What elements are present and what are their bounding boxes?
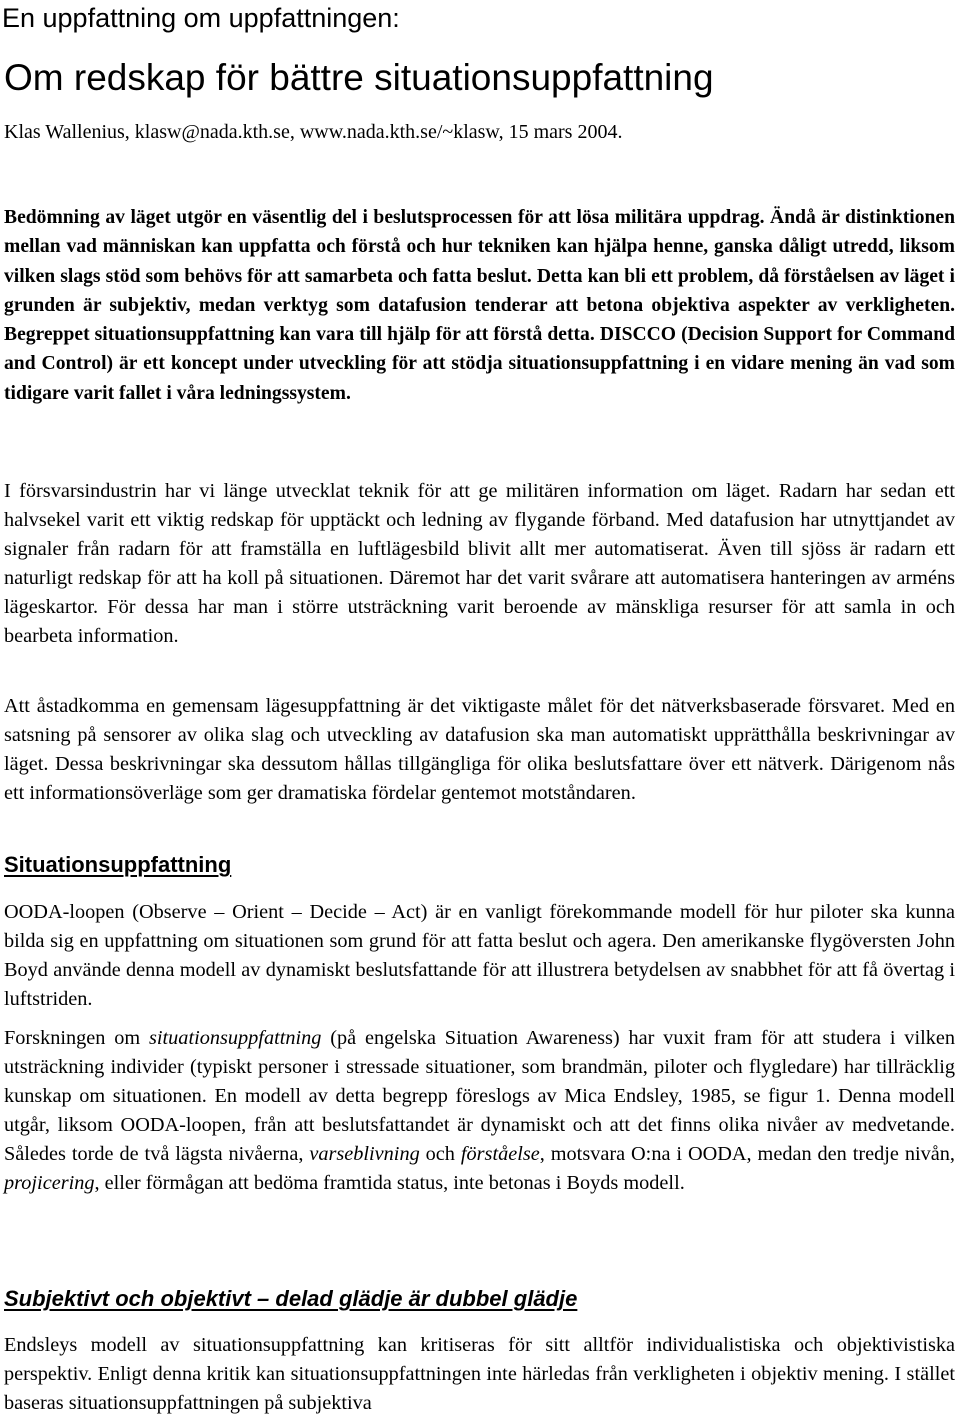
document-pretitle: En uppfattning om uppfattningen: <box>2 3 400 33</box>
abstract-paragraph: Bedömning av läget utgör en väsentlig del i beslutsprocessen för att lösa militära uppdrag. Ändå är distinktionen mellan vad människan kan uppfatta och förstå och hur tekniken kan hjälpa henne, ganska dåligt utredd, liksom vilken slags stöd som behövs för att samarbeta och fatta beslut. Detta kan bli ett problem, då förståelsen av läget i grunden är subjektiv, medan verktyg som datafusion tenderar att betona objektiva aspekter av verkligheten. Begreppet situationsuppfattning kan vara till hjälp för att förstå detta. DISCCO (Decision Support for Command and Control) är ett koncept under utveckling för att stödja situationsuppfattning i en vidare mening än vad som tidigare varit fallet i våra ledningssystem. <box>4 207 955 404</box>
text-run: Forskningen om <box>4 1027 149 1049</box>
section-heading-text: Subjektivt och objektivt – delad glädje är dubbel glädje <box>4 1286 578 1311</box>
document-title: Om redskap för bättre situationsuppfattning <box>4 57 714 98</box>
emphasis-term: projicering <box>4 1172 95 1195</box>
text-run: , eller förmågan att bedöma framtida status, inte betonas i Boyds modell. <box>94 1172 685 1195</box>
emphasis-term: situationsuppfattning <box>149 1027 322 1049</box>
body-paragraph-network-defence: Att åstadkomma en gemensam lägesuppfattning är det viktigaste målet för det nätverksbaserade försvaret. Med en satsning på sensorer av olika slag och utveckling av datafusion ska man automatiskt upprätthålla beskrivningar av läget. Dessa beskrivningar ska dessutom hållas tillgängliga för olika beslutsfattare över ett nätverk. Därigenom nås ett informationsöverläge som ger dramatiska fördelar gentemot motståndaren. <box>4 695 955 805</box>
emphasis-term: förståelse <box>460 1143 540 1166</box>
emphasis-term: varseblivning <box>309 1143 420 1166</box>
section-heading-situationsuppfattning <box>4 851 231 879</box>
author-byline: Klas Wallenius, klasw@nada.kth.se, www.nada.kth.se/~klasw, 15 mars 2004. <box>4 121 623 143</box>
text-run: , motsvara O:na i OODA, medan den tredje nivån, <box>539 1143 955 1166</box>
section-heading-subjective-objective <box>4 1285 577 1313</box>
body-paragraph-ooda: OODA-loopen (Observe – Orient – Decide – Act) är en vanligt förekommande modell för hur piloter ska kunna bilda sig en uppfattning om situationen som grund för att fatta beslut och agera. Den amerikanske flygöversten John Boyd använde denna modell av dynamiskt beslutsfattande för att illustrera betydelsen av snabbhet för att få övertag i luftstriden. <box>4 901 955 1011</box>
text-run: och <box>419 1143 461 1166</box>
body-paragraph-endsley-critique: Endsleys modell av situationsuppfattning kan kritiseras för sitt alltför individualistiska och objektivistiska perspektiv. Enligt denna kritik kan situationsuppfattningen inte härledas från verkligheten i objektiv mening. I stället baseras situationsuppfattningen på subjektiva <box>4 1334 955 1415</box>
body-paragraph-defence-industry: I försvarsindustrin har vi länge utvecklat teknik för att ge militären information om läget. Radarn har sedan ett halvsekel varit ett viktig redskap för upptäckt och ledning av flygande förband. Med datafusion har utnyttjandet av signaler från radarn för att framställa en luftlägesbild blivit allt mer automatiserat. Även till sjöss är radarn ett naturligt redskap för att ha koll på situationen. Däremot har det varit svårare att automatisera hanteringen av arméns lägeskartor. För dessa har man i större utsträckning varit beroende av mänskliga resurser för att samla in och bearbeta information. <box>4 480 955 648</box>
text-run: (på engelska Situation Awareness) har vuxit fram för att studera i vilken utsträckning individer (typiskt personer i stressade situationer, som brandmän, piloter och flygledare) har tillräcklig kunskap om situationen. En modell av detta begrepp föreslogs av Mica Endsley, 1985, se figur 1. Denna modell utgår, liksom OODA-loopen, från att beslutsfattandet är dynamiskt och att det finns olika nivåer av medvetande. Således torde de två lägsta nivåerna, <box>4 1027 955 1166</box>
section-heading-text: Situationsuppfattning <box>4 852 232 877</box>
body-paragraph-situation-awareness <box>4 1024 955 1199</box>
